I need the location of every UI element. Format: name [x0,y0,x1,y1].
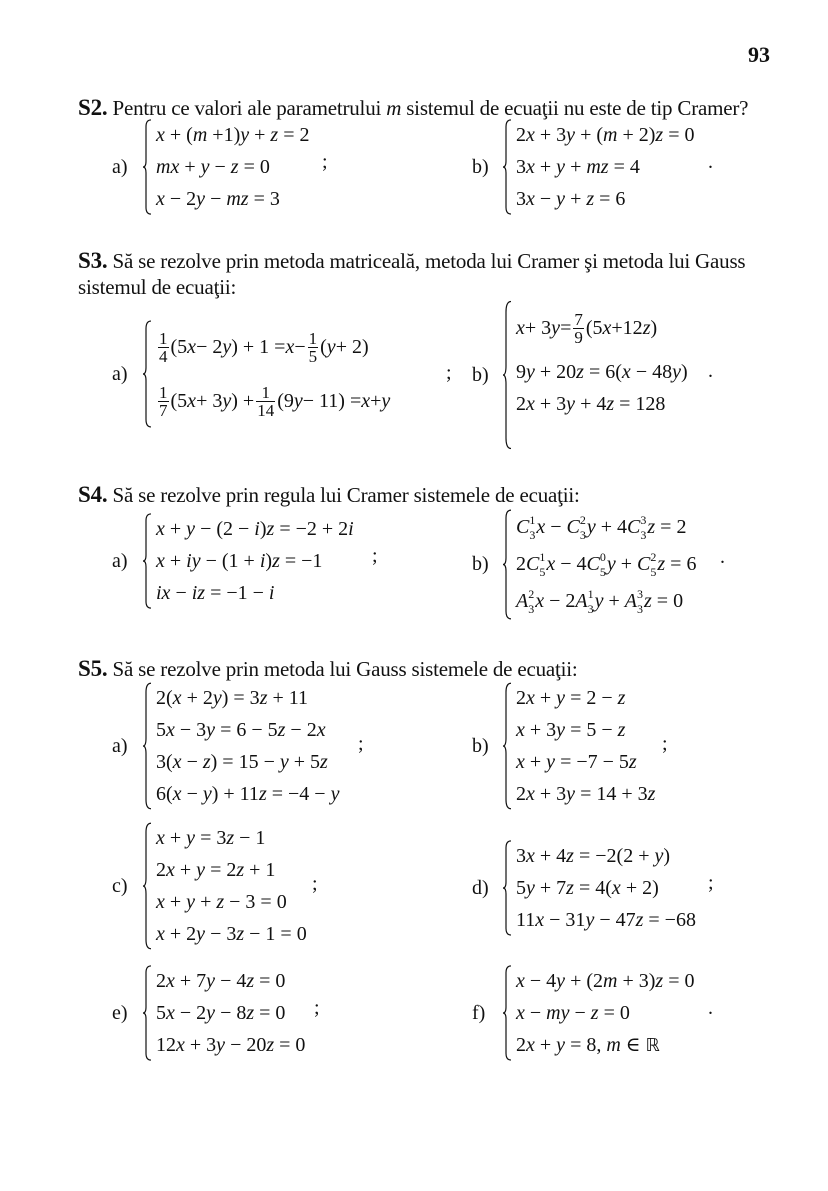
problem-s4-heading [78,482,788,508]
equation-list [516,509,696,620]
equation: x + (m +1)y + z = 2 [156,124,310,146]
system-label: a) [112,155,128,178]
left-brace-icon [142,822,152,950]
equation: 2x + 3y + (m + 2)z = 0 [516,124,695,146]
equation: 5x − 2y − 8z = 0 [156,1002,286,1024]
separator-punct: ; [446,362,452,384]
system-s5-d [472,840,696,936]
separator-punct: ; [708,872,714,894]
separator-punct: ; [372,545,378,567]
equation: 3x + y + mz = 4 [516,156,640,178]
separator-punct: . [708,360,713,382]
left-brace-icon [142,682,152,810]
equation-list [516,840,696,936]
system-label: b) [472,155,489,178]
equation: x + y = −7 − 5z [516,751,637,773]
left-brace-icon [142,513,152,609]
equation: 5y + 7z = 4(x + 2) [516,877,659,899]
system-label: b) [472,363,489,386]
system-label: c) [112,874,128,897]
separator-punct: . [708,997,713,1019]
separator-punct: ; [358,733,364,755]
problem-statement: Să se rezolve prin metoda matriceală, metoda lui Cramer şi metoda lui Gauss sistemul de ecuaţii: [78,249,746,299]
equation: 11x − 31y − 47z = −68 [516,909,696,931]
equation: ix − iz = −1 − i [156,582,275,604]
separator-punct: . [720,546,725,568]
equation: 3x + 4z = −2(2 + y) [516,845,671,867]
page-number: 93 [748,42,770,67]
system-s5-c [112,822,307,950]
equation-list [156,320,390,428]
equation: $\frac{1}{7}$ (5 x + 3 y ) + $\frac{1}{14}$ (9 y − 11) = x + y [159,382,391,420]
system-label: a) [112,734,128,757]
equation: 2x + 3y = 14 + 3z [516,783,656,805]
equation: 2x + 7y − 4z = 0 [156,970,286,992]
system-label: a) [112,362,128,385]
system-label: b) [472,734,489,757]
equation: 2x + y = 2 − z [516,687,626,709]
equation: 6(x − y) + 11z = −4 − y [156,783,340,805]
left-brace-icon [502,119,512,215]
left-brace-icon [502,509,512,620]
separator-punct: ; [662,733,668,755]
equation: 9y + 20z = 6(x − 48y) [516,361,688,383]
equation: 2C 1 5 x − 4C 0 5 y + C 2 5 z = 6 [516,550,697,580]
system-s5-e [112,965,305,1061]
equation: x − 4y + (2m + 3)z = 0 [516,970,695,992]
problem-id: S4. [78,482,108,507]
system-label: a) [112,549,128,572]
equation: x + 3 y = $\frac{7}{9}$ (5 x +12 z ) [516,309,658,347]
equation: 5x − 3y = 6 − 5z − 2x [156,719,326,741]
equation: x + 3y = 5 − z [516,719,626,741]
equation: C 1 3 x − C 2 3 y + 4C 3 3 z = 2 [516,513,687,543]
equation: x + 2y − 3z − 1 = 0 [156,923,307,945]
equation-list [516,119,695,215]
problem-id: S3. [78,248,108,273]
equation: 2x + y = 8, m ∈ ℝ [516,1034,660,1056]
equation: x + y + z − 3 = 0 [156,891,287,913]
equation-list [516,965,695,1061]
problem-id: S2. [78,95,108,120]
equation: x + y = 3z − 1 [156,827,266,849]
separator-punct: . [708,151,713,173]
system-label: d) [472,876,489,899]
equation: 2x + y = 2z + 1 [156,859,276,881]
system-label: b) [472,553,489,575]
equation: 2(x + 2y) = 3z + 11 [156,687,309,709]
left-brace-icon [142,965,152,1061]
system-s5-a [112,682,339,810]
system-s2-b [472,119,695,215]
problem-s5-heading [78,656,788,682]
problem-id: S5. [78,656,108,681]
separator-punct: ; [312,873,318,895]
system-s5-b [472,682,655,810]
system-s3-b [472,300,688,450]
left-brace-icon [502,682,512,810]
left-brace-icon [142,320,152,428]
equation-list [156,119,310,215]
system-s4-a [112,513,354,609]
separator-punct: ; [322,151,328,173]
problem-statement: Să se rezolve prin metoda lui Gauss sistemele de ecuaţii: [112,657,578,681]
equation-list [156,682,339,810]
system-s4-b [472,509,696,620]
equation: 3x − y + z = 6 [516,188,626,210]
equation: 12x + 3y − 20z = 0 [156,1034,306,1056]
left-brace-icon [502,300,512,450]
equation-list [516,300,688,450]
separator-punct: ; [314,997,320,1019]
equation: $\frac{1}{4}$ (5 x − 2 y ) + 1 = x − $\frac{1}{5}$ ( y + 2) [159,328,369,366]
equation: 3(x − z) = 15 − y + 5z [156,751,328,773]
problem-statement: Pentru ce valori ale parametrului m sistemul de ecuaţii nu este de tip Cramer? [112,96,749,120]
equation: x + y − (2 − i)z = −2 + 2i [156,518,354,540]
equation-list [156,822,307,950]
left-brace-icon [502,840,512,936]
system-s2-a [112,119,310,215]
equation-list [156,965,305,1061]
system-s5-f [472,965,695,1061]
equation: mx + y − z = 0 [156,156,270,178]
equation-list [516,682,655,810]
left-brace-icon [502,965,512,1061]
equation: x − 2y − mz = 3 [156,188,280,210]
system-label: f) [472,1001,486,1024]
system-label: e) [112,1001,128,1024]
equation: 2x + 3y + 4z = 128 [516,393,666,415]
system-s3-a [112,320,390,428]
equation: x − my − z = 0 [516,1002,630,1024]
equation: A 2 3 x − 2A 1 3 y + A 3 3 z = 0 [516,587,684,617]
problem-s2-heading [78,95,788,121]
equation-list [156,513,354,609]
left-brace-icon [142,119,152,215]
equation: x + iy − (1 + i)z = −1 [156,550,323,572]
problem-statement: Să se rezolve prin regula lui Cramer sistemele de ecuaţii: [112,483,580,507]
problem-s3-heading [78,248,788,300]
